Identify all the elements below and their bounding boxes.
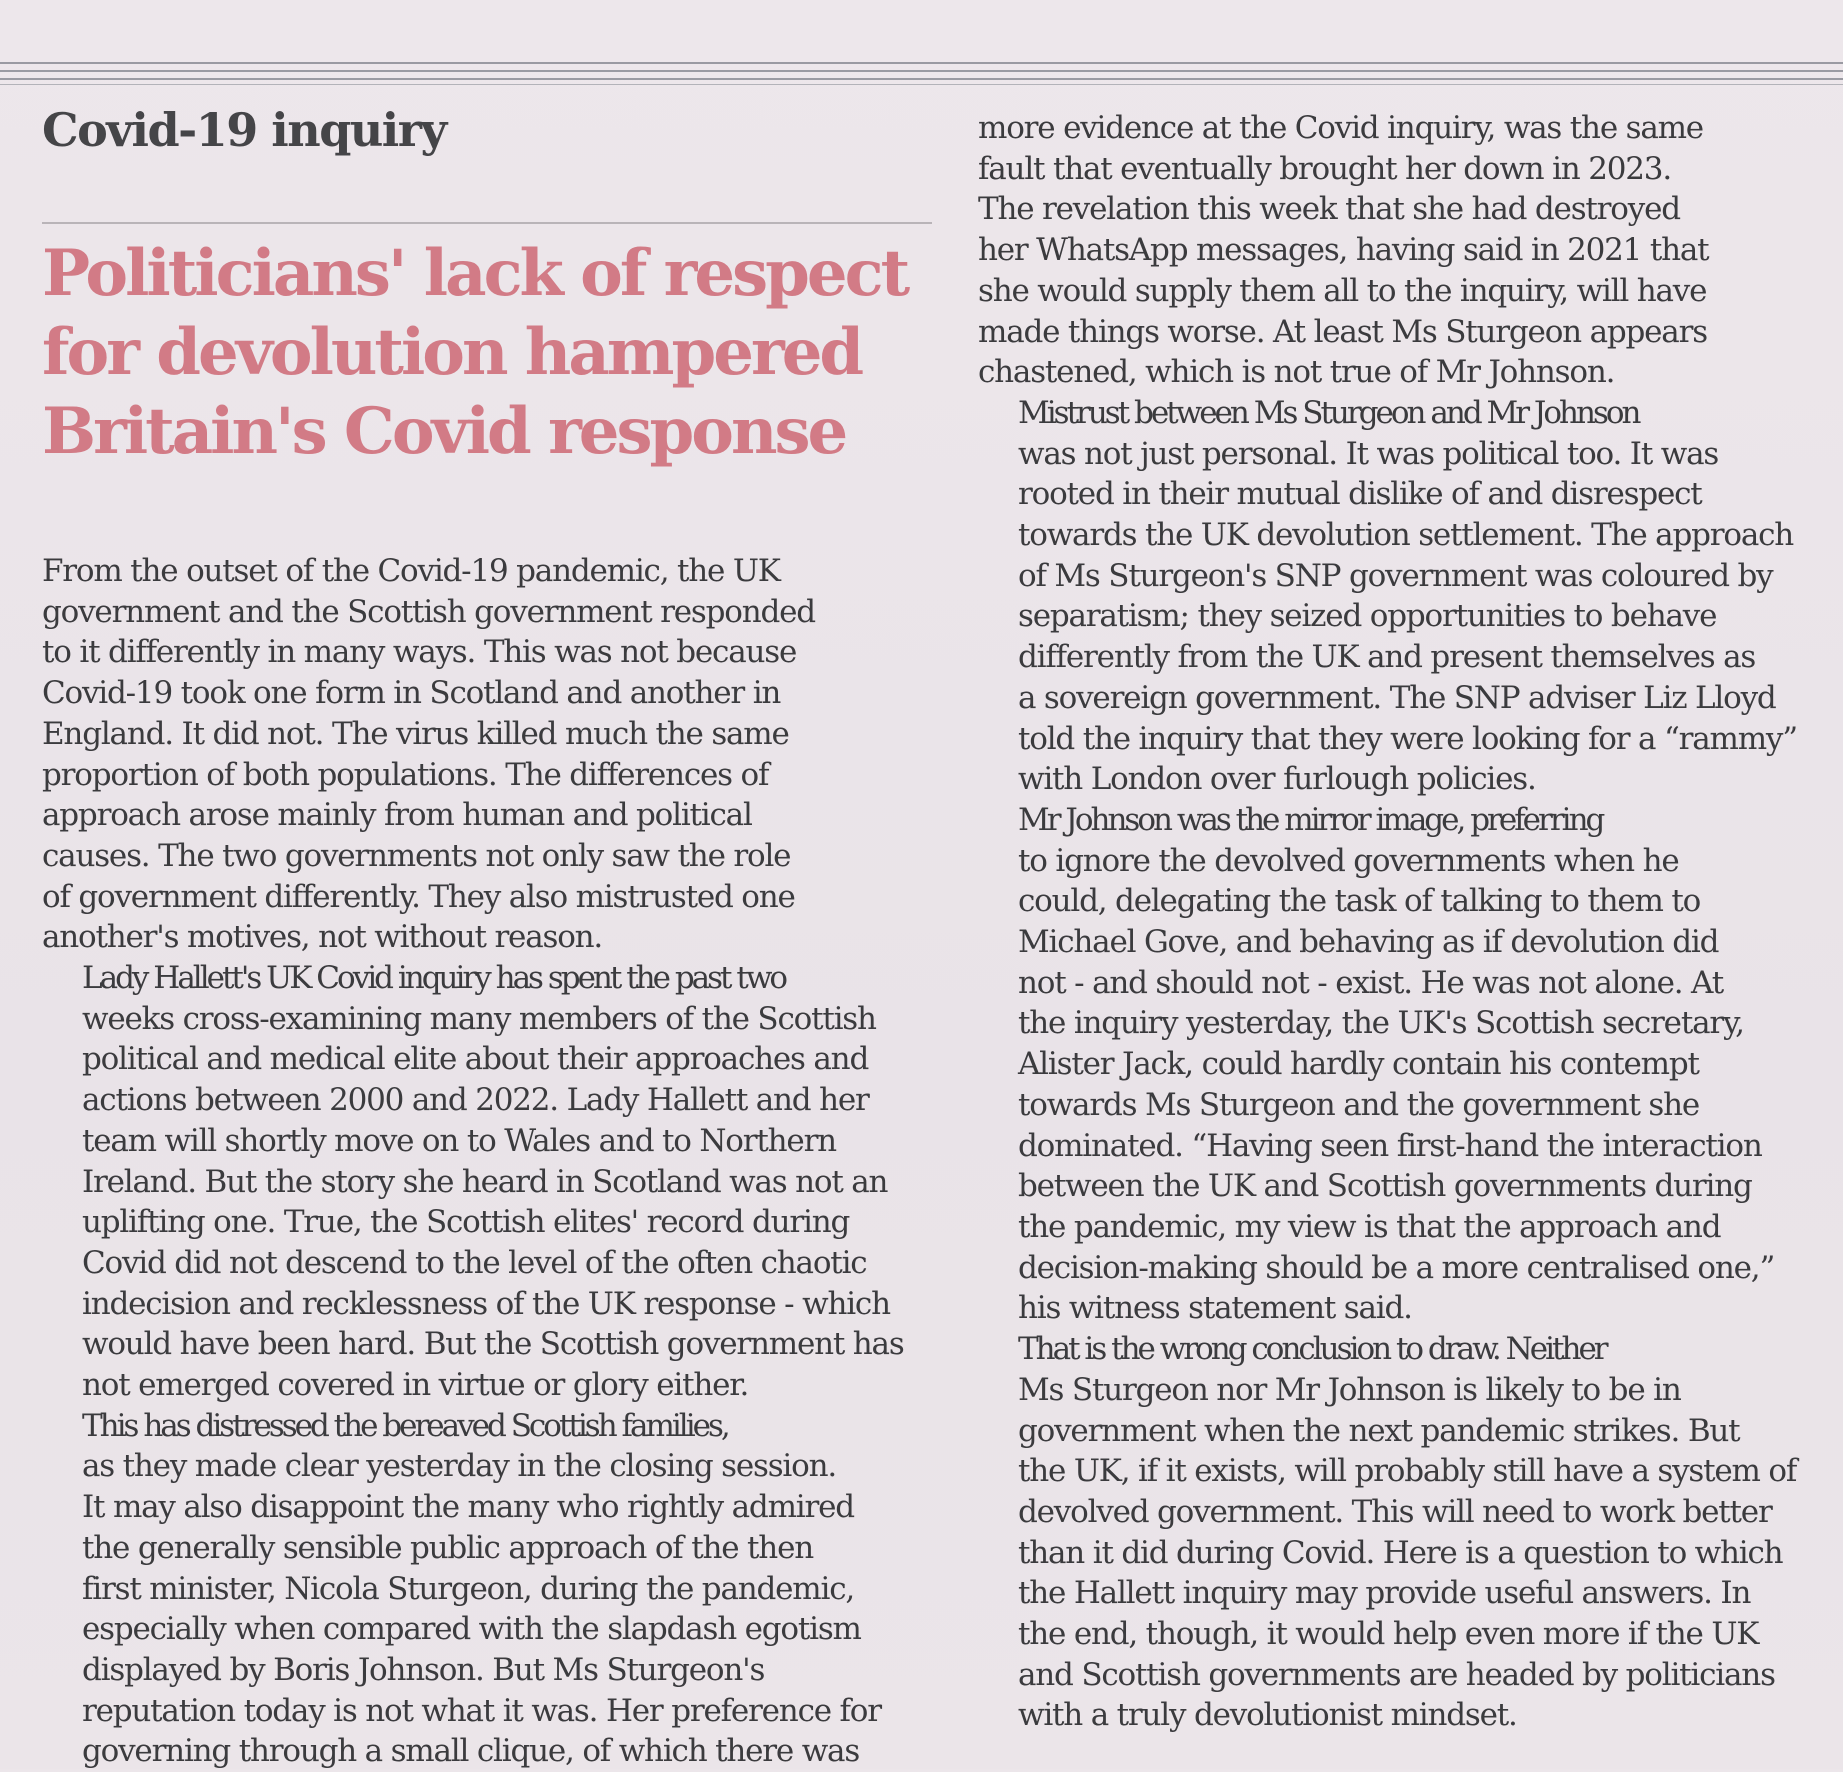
- article-paragraph: [978, 393, 1828, 800]
- text-line: especially when compared with the slapdash egotism: [82, 1611, 861, 1648]
- text-line: towards Ms Sturgeon and the government she: [1018, 1086, 1699, 1123]
- text-line: of government differently. They also mistrusted one: [42, 878, 795, 915]
- text-line: to ignore the devolved governments when he: [1018, 842, 1679, 879]
- text-line: indecision and recklessness of the UK response - which: [82, 1285, 890, 1322]
- text-line: Alister Jack, could hardly contain his contempt: [1018, 1046, 1699, 1083]
- text-line: the end, though, it would help even more if the UK: [1018, 1616, 1759, 1653]
- text-line: Mistrust between Ms Sturgeon and Mr Johnson: [1018, 394, 1639, 431]
- text-line: approach arose mainly from human and political: [42, 797, 752, 834]
- text-line: Mr Johnson was the mirror image, preferring: [1018, 801, 1603, 838]
- text-line: the Hallett inquiry may provide useful answers. In: [1018, 1575, 1751, 1612]
- headline-line: Politicians' lack of respect: [42, 236, 908, 311]
- text-line: causes. The two governments not only saw the role: [42, 837, 791, 874]
- text-line: England. It did not. The virus killed much the same: [42, 715, 789, 752]
- text-line: Covid did not descend to the level of the often chaotic: [82, 1244, 867, 1281]
- text-line: governing through a small clique, of which there was: [82, 1733, 860, 1770]
- article-paragraph: [42, 1406, 932, 1772]
- text-line: decision-making should be a more centralised one,”: [1018, 1249, 1775, 1286]
- text-line: It may also disappoint the many who rightly admired: [82, 1489, 854, 1526]
- text-line: could, delegating the task of talking to them to: [1018, 883, 1701, 920]
- article-paragraph: [42, 958, 932, 1406]
- text-line: the generally sensible public approach of the then: [82, 1529, 813, 1566]
- right-body-text: [978, 108, 1828, 1736]
- text-line: told the inquiry that they were looking for a “rammy”: [1018, 720, 1797, 757]
- text-line: the inquiry yesterday, the UK's Scottish secretary,: [1018, 1005, 1744, 1042]
- text-line: to it differently in many ways. This was not because: [42, 634, 797, 671]
- top-rule-1: [0, 62, 1843, 64]
- text-line: chastened, which is not true of Mr Johnson.: [978, 354, 1615, 391]
- top-rule-3: [0, 78, 1843, 80]
- left-column: [42, 100, 932, 1772]
- kicker-divider: [42, 222, 932, 224]
- text-line: dominated. “Having seen first-hand the interaction: [1018, 1127, 1762, 1164]
- article-paragraph: [978, 108, 1828, 393]
- text-line: between the UK and Scottish governments during: [1018, 1168, 1752, 1205]
- text-line: the pandemic, my view is that the approach and: [1018, 1208, 1721, 1245]
- text-line: as they made clear yesterday in the closing session.: [82, 1448, 837, 1485]
- text-line: his witness statement said.: [1018, 1290, 1412, 1327]
- text-line: actions between 2000 and 2022. Lady Hallett and her: [82, 1082, 869, 1119]
- text-line: differently from the UK and present themselves as: [1018, 639, 1756, 676]
- text-line: Michael Gove, and behaving as if devolution did: [1018, 924, 1719, 961]
- text-line: reputation today is not what it was. Her preference for: [82, 1692, 881, 1729]
- right-column: [978, 108, 1828, 1736]
- text-line: fault that eventually brought her down in 2023.: [978, 150, 1671, 187]
- text-line: she would supply them all to the inquiry, will have: [978, 272, 1707, 309]
- text-line: more evidence at the Covid inquiry, was the same: [978, 110, 1703, 146]
- text-line: Ireland. But the story she heard in Scotland was not an: [82, 1163, 888, 1200]
- text-line: towards the UK devolution settlement. The approach: [1018, 517, 1794, 554]
- text-line: a sovereign government. The SNP adviser Liz Lloyd: [1018, 679, 1776, 716]
- text-line: and Scottish governments are headed by politicians: [1018, 1656, 1775, 1693]
- text-line: not emerged covered in virtue or glory either.: [82, 1367, 749, 1404]
- text-line: This has distressed the bereaved Scottish families,: [82, 1407, 728, 1444]
- text-line: first minister, Nicola Sturgeon, during the pandemic,: [82, 1570, 855, 1607]
- text-line: Ms Sturgeon nor Mr Johnson is likely to be in: [1018, 1371, 1681, 1408]
- text-line: with London over furlough policies.: [1018, 761, 1536, 798]
- text-line: not - and should not - exist. He was not alone. At: [1018, 964, 1723, 1001]
- top-rule-4: [0, 84, 1843, 85]
- text-line: her WhatsApp messages, having said in 2021 that: [978, 232, 1709, 269]
- text-line: the UK, if it exists, will probably still have a system of: [1018, 1453, 1797, 1490]
- headline-line: for devolution hampered: [42, 315, 862, 390]
- article-paragraph: [978, 800, 1828, 1329]
- text-line: devolved government. This will need to work better: [1018, 1493, 1772, 1530]
- text-line: team will shortly move on to Wales and to Northern: [82, 1122, 836, 1159]
- headline: [42, 234, 932, 471]
- text-line: Covid-19 took one form in Scotland and another in: [42, 675, 781, 712]
- text-line: another's motives, not without reason.: [42, 919, 603, 956]
- section-kicker: Covid-19 inquiry: [42, 103, 446, 157]
- left-body-text: [42, 551, 932, 1772]
- headline-line: Britain's Covid response: [42, 394, 846, 469]
- article-paragraph: [42, 551, 932, 958]
- text-line: Lady Hallett's UK Covid inquiry has spent the past two: [82, 960, 786, 997]
- top-rule-2: [0, 70, 1843, 72]
- text-line: was not just personal. It was political too. It was: [1018, 435, 1719, 472]
- text-line: From the outset of the Covid-19 pandemic, the UK: [42, 553, 780, 589]
- text-line: displayed by Boris Johnson. But Ms Sturgeon's: [82, 1651, 765, 1688]
- text-line: separatism; they seized opportunities to behave: [1018, 598, 1717, 635]
- text-line: uplifting one. True, the Scottish elites' record during: [82, 1204, 850, 1241]
- text-line: than it did during Covid. Here is a question to which: [1018, 1534, 1783, 1571]
- text-line: political and medical elite about their approaches and: [82, 1041, 869, 1078]
- text-line: rooted in their mutual dislike of and disrespect: [1018, 476, 1702, 513]
- text-line: government and the Scottish government responded: [42, 593, 815, 630]
- text-line: made things worse. At least Ms Sturgeon appears: [978, 313, 1707, 350]
- text-line: That is the wrong conclusion to draw. Neither: [1018, 1331, 1606, 1368]
- text-line: proportion of both populations. The differences of: [42, 756, 769, 793]
- text-line: The revelation this week that she had destroyed: [978, 191, 1680, 228]
- text-line: of Ms Sturgeon's SNP government was coloured by: [1018, 557, 1773, 594]
- text-line: with a truly devolutionist mindset.: [1018, 1697, 1517, 1734]
- text-line: weeks cross-examining many members of the Scottish: [82, 1000, 876, 1037]
- text-line: would have been hard. But the Scottish government has: [82, 1326, 904, 1363]
- article-paragraph: [978, 1329, 1828, 1736]
- text-line: government when the next pandemic strikes. But: [1018, 1412, 1740, 1449]
